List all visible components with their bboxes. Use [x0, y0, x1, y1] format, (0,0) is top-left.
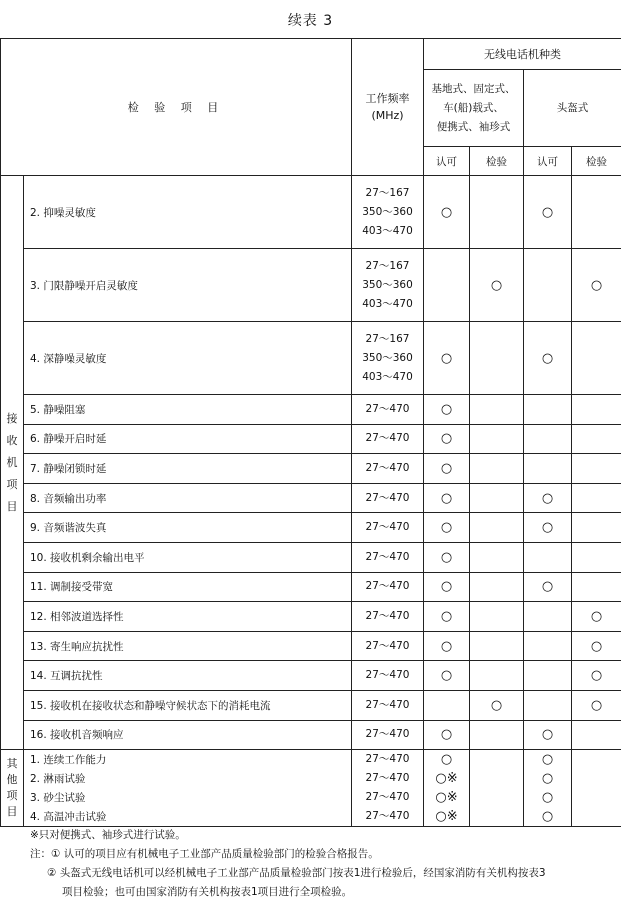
mark-b2 — [572, 788, 621, 807]
mark-b2: ○ — [572, 249, 621, 322]
inspection-table — [0, 38, 621, 827]
mark-a1: ○ — [424, 322, 470, 395]
frequency: 27～470 — [352, 788, 424, 807]
header-frequency-line2: (MHz) — [371, 109, 404, 122]
mark-a1: ○ — [424, 572, 470, 602]
item-name: 4. 高温冲击试验 — [24, 807, 352, 827]
mark-a2 — [470, 572, 524, 602]
frequency-line: 27～470 — [365, 461, 410, 474]
item-name: 6. 静噪开启时延 — [24, 424, 352, 454]
mark-a1: ○ — [424, 602, 470, 632]
mark-a1: ○ — [424, 513, 470, 543]
mark-a2 — [470, 807, 524, 827]
table-row — [1, 424, 621, 454]
mark-a1 — [424, 249, 470, 322]
frequency: 27～470 — [352, 769, 424, 788]
header-item: 检 验 项 目 — [1, 39, 352, 176]
item-name: 10. 接收机剩余输出电平 — [24, 542, 352, 572]
header-b-inspect: 检验 — [572, 147, 621, 176]
frequency — [352, 424, 424, 454]
mark-a2 — [470, 395, 524, 425]
note-1: 注：① 认可的项目应有机械电子工业部产品质量检验部门的检验合格报告。 — [30, 848, 379, 860]
frequency-line: 27～470 — [365, 698, 410, 711]
category-other — [1, 750, 24, 827]
mark-b2: ○ — [572, 631, 621, 661]
mark-b1 — [524, 454, 572, 484]
table-row — [1, 690, 621, 720]
mark-b1 — [524, 602, 572, 632]
mark-b1: ○ — [524, 807, 572, 827]
header-frequency-line1: 工作频率 — [365, 92, 410, 105]
item-name: 13. 寄生响应抗扰性 — [24, 631, 352, 661]
mark-b1: ○ — [524, 483, 572, 513]
mark-a2 — [470, 322, 524, 395]
mark-a2 — [470, 454, 524, 484]
table-row — [1, 249, 621, 322]
mark-b2 — [572, 720, 621, 750]
note-2b: 项目检验；也可由国家消防有关机构按表1项目进行全项检验。 — [62, 886, 353, 898]
frequency-line: 403～470 — [362, 224, 413, 237]
mark-a2 — [470, 602, 524, 632]
category-receiver-char: 项 — [6, 477, 18, 491]
category-receiver-char: 机 — [6, 455, 18, 469]
item-name: 9. 音频谐波失真 — [24, 513, 352, 543]
mark-b1: ○ — [524, 788, 572, 807]
mark-a1: ○ — [424, 395, 470, 425]
category-receiver — [1, 176, 24, 750]
mark-b1 — [524, 424, 572, 454]
table-row — [1, 807, 621, 827]
mark-a2 — [470, 750, 524, 770]
mark-b2 — [572, 807, 621, 827]
mark-b2 — [572, 483, 621, 513]
item-name: 2. 抑噪灵敏度 — [24, 176, 352, 249]
mark-b2 — [572, 176, 621, 249]
mark-a2 — [470, 513, 524, 543]
table-row — [1, 661, 621, 691]
table-row — [1, 513, 621, 543]
mark-b1: ○ — [524, 720, 572, 750]
header-group-a-line1: 基地式、固定式、 — [431, 82, 516, 95]
mark-b1: ○ — [524, 750, 572, 770]
table-row — [1, 572, 621, 602]
frequency-line: 27～470 — [365, 728, 410, 741]
mark-a1: ○ — [424, 720, 470, 750]
header-b-approve: 认可 — [524, 147, 572, 176]
mark-a2: ○ — [470, 249, 524, 322]
table-row — [1, 602, 621, 632]
notes — [0, 826, 621, 902]
category-receiver-char: 目 — [6, 499, 18, 513]
item-name: 3. 门限静噪开启灵敏度 — [24, 249, 352, 322]
table-row — [1, 322, 621, 395]
item-name: 3. 砂尘试验 — [24, 788, 352, 807]
table-row — [1, 631, 621, 661]
mark-b1: ○ — [524, 513, 572, 543]
mark-a2 — [470, 769, 524, 788]
frequency — [352, 572, 424, 602]
item-name: 16. 接收机音频响应 — [24, 720, 352, 750]
frequency — [352, 322, 424, 395]
frequency-line: 27～470 — [365, 580, 410, 593]
mark-b1 — [524, 542, 572, 572]
table-row — [1, 720, 621, 750]
mark-b1 — [524, 690, 572, 720]
mark-b2 — [572, 513, 621, 543]
table-row — [1, 769, 621, 788]
category-receiver-char: 收 — [6, 433, 18, 447]
item-name: 1. 连续工作能力 — [24, 750, 352, 770]
category-other-char: 其 — [6, 757, 18, 771]
frequency-line: 350～360 — [362, 205, 413, 218]
mark-a2 — [470, 424, 524, 454]
mark-a2 — [470, 631, 524, 661]
mark-a1: ○ — [424, 454, 470, 484]
mark-b1: ○ — [524, 769, 572, 788]
mark-a2 — [470, 788, 524, 807]
frequency — [352, 602, 424, 632]
item-name: 11. 调制接受带宽 — [24, 572, 352, 602]
mark-b2 — [572, 322, 621, 395]
item-name: 7. 静噪闭锁时延 — [24, 454, 352, 484]
mark-b2: ○ — [572, 661, 621, 691]
frequency-line: 27～167 — [365, 332, 410, 345]
mark-a2 — [470, 661, 524, 691]
category-other-char: 项 — [6, 789, 18, 803]
table-row — [1, 395, 621, 425]
mark-a2 — [470, 720, 524, 750]
item-name: 5. 静噪阻塞 — [24, 395, 352, 425]
frequency-line: 403～470 — [362, 297, 413, 310]
frequency-line: 27～470 — [365, 491, 410, 504]
frequency — [352, 690, 424, 720]
frequency-line: 403～470 — [362, 370, 413, 383]
mark-a1: ○ — [424, 424, 470, 454]
item-name: 8. 音频输出功率 — [24, 483, 352, 513]
header-a-approve: 认可 — [424, 147, 470, 176]
mark-a1: ○※ — [424, 769, 470, 788]
header-a-inspect: 检验 — [470, 147, 524, 176]
category-other-char: 他 — [6, 773, 18, 787]
mark-a1: ○ — [424, 542, 470, 572]
mark-b2: ○ — [572, 690, 621, 720]
mark-a1: ○ — [424, 661, 470, 691]
frequency — [352, 631, 424, 661]
frequency: 27～470 — [352, 807, 424, 827]
header-group-a — [424, 70, 524, 147]
category-other-char: 目 — [6, 805, 18, 819]
frequency — [352, 542, 424, 572]
frequency — [352, 661, 424, 691]
frequency — [352, 720, 424, 750]
table-body — [1, 176, 621, 827]
mark-a1: ○ — [424, 750, 470, 770]
mark-b2 — [572, 395, 621, 425]
mark-b2 — [572, 424, 621, 454]
table-row — [1, 750, 621, 770]
mark-a1: ○ — [424, 176, 470, 249]
mark-a1 — [424, 690, 470, 720]
frequency-line: 27～470 — [365, 402, 410, 415]
frequency-line: 27～470 — [365, 669, 410, 682]
table-row — [1, 176, 621, 249]
table-row — [1, 454, 621, 484]
mark-b1: ○ — [524, 176, 572, 249]
item-name: 2. 淋雨试验 — [24, 769, 352, 788]
frequency-line: 27～470 — [365, 609, 410, 622]
frequency — [352, 395, 424, 425]
frequency-line: 27～470 — [365, 550, 410, 563]
mark-b2 — [572, 572, 621, 602]
mark-a2 — [470, 542, 524, 572]
frequency — [352, 483, 424, 513]
item-name: 14. 互调抗扰性 — [24, 661, 352, 691]
mark-a2 — [470, 483, 524, 513]
mark-b1 — [524, 661, 572, 691]
note-2a: ② 头盔式无线电话机可以经机械电子工业部产品质量检验部门按表1进行检验后，经国家消防有关机构按表3 — [47, 867, 546, 879]
frequency-line: 27～470 — [365, 639, 410, 652]
frequency-line: 27～167 — [365, 259, 410, 272]
frequency — [352, 249, 424, 322]
table-row — [1, 788, 621, 807]
mark-b2 — [572, 769, 621, 788]
header-group-a-line3: 便携式、袖珍式 — [436, 120, 511, 133]
mark-a2: ○ — [470, 690, 524, 720]
mark-a1: ○ — [424, 483, 470, 513]
item-name: 12. 相邻波道选择性 — [24, 602, 352, 632]
frequency-line: 350～360 — [362, 278, 413, 291]
mark-b2 — [572, 454, 621, 484]
mark-b1 — [524, 249, 572, 322]
frequency — [352, 454, 424, 484]
header-frequency — [352, 39, 424, 176]
header-group-a-line2: 车(船)载式、 — [443, 101, 504, 114]
item-name: 15. 接收机在接收状态和静噪守候状态下的消耗电流 — [24, 690, 352, 720]
mark-b1: ○ — [524, 572, 572, 602]
item-name: 4. 深静噪灵敏度 — [24, 322, 352, 395]
mark-b1: ○ — [524, 322, 572, 395]
frequency — [352, 176, 424, 249]
mark-b2: ○ — [572, 602, 621, 632]
mark-b2 — [572, 542, 621, 572]
mark-a1: ○※ — [424, 788, 470, 807]
frequency-line: 27～167 — [365, 186, 410, 199]
mark-b1 — [524, 395, 572, 425]
mark-b1 — [524, 631, 572, 661]
mark-b2 — [572, 750, 621, 770]
mark-a2 — [470, 176, 524, 249]
table-row — [1, 483, 621, 513]
frequency — [352, 513, 424, 543]
header-group-b: 头盔式 — [524, 70, 621, 147]
category-receiver-char: 接 — [6, 411, 18, 425]
mark-a1: ○※ — [424, 807, 470, 827]
note-star: ※只对便携式、袖珍式进行试验。 — [30, 829, 186, 841]
frequency-line: 27～470 — [365, 432, 410, 445]
mark-a1: ○ — [424, 631, 470, 661]
header-type-group: 无线电话机种类 — [424, 39, 621, 70]
frequency: 27～470 — [352, 750, 424, 770]
frequency-line: 350～360 — [362, 351, 413, 364]
table-row — [1, 542, 621, 572]
table-title: 续表 3 — [287, 13, 334, 29]
frequency-line: 27～470 — [365, 521, 410, 534]
